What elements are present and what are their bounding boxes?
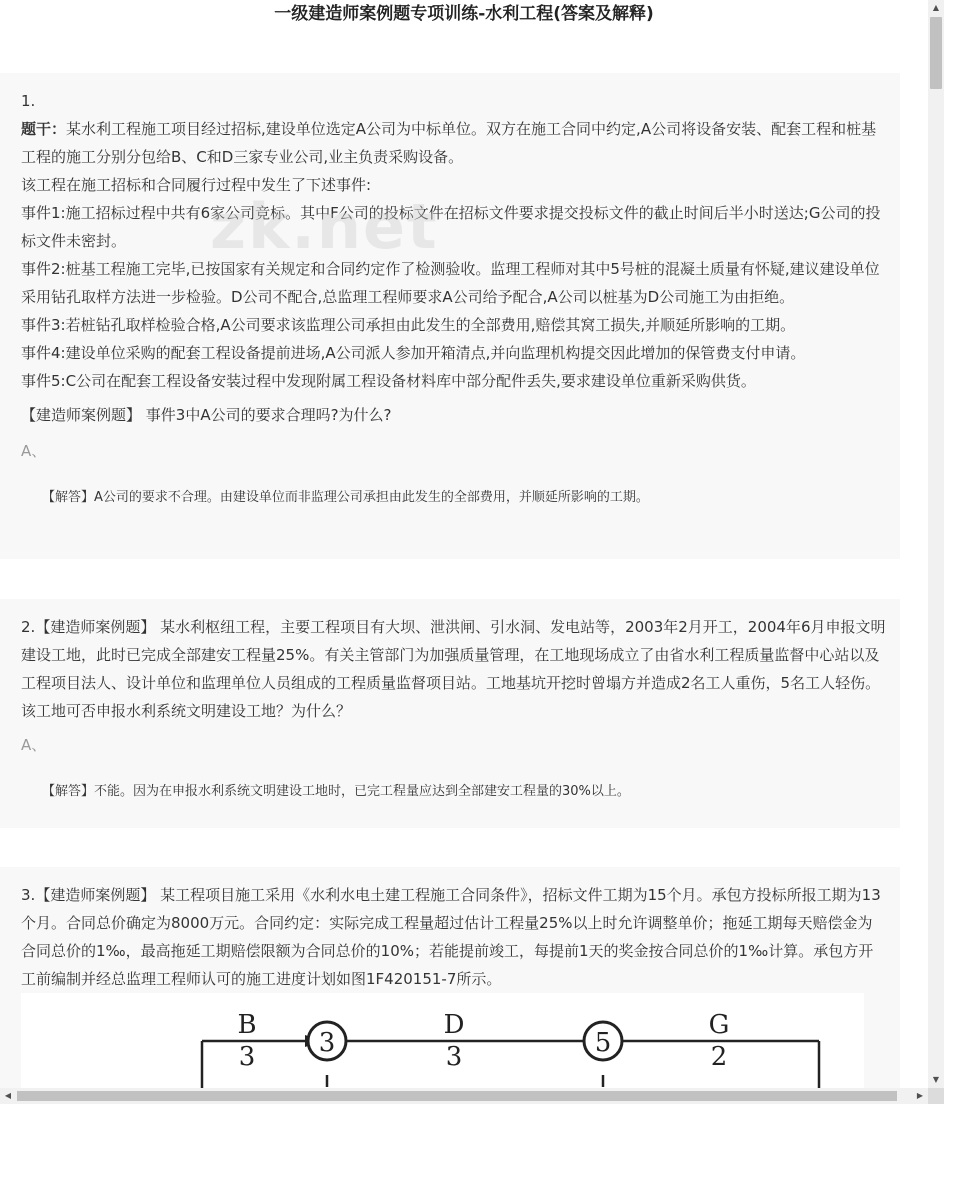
question-body: 【建造师案例题】 某水利枢纽工程，主要工程项目有大坝、泄洪闸、引水洞、发电站等，2003年2月开工，2004年6月申报文明建设工地，此时已完成全部建安工程量25%。有关主管部门为加强质量管理，在工地现场成立了由省水利工程质量监督中心站以及工程项目法人、设计单位和监理单位人员组成的工程质量监督项目站。工地基坑开挖时曾塌方并造成2名工人重伤，5名工人轻伤。该工地可否申报水利系统文明建设工地？为什么？: [21, 618, 886, 720]
answer-text: 【解答】不能。因为在申报水利系统文明建设工地时，已完工程量应达到全部建安工程量的30%以上。: [42, 784, 630, 799]
activity-name-g: G: [708, 1010, 730, 1040]
scroll-up-icon[interactable]: ▲: [932, 3, 940, 12]
scroll-down-icon[interactable]: ▼: [932, 1075, 940, 1084]
question-stem-1: [21, 115, 886, 171]
horizontal-scrollbar[interactable]: [0, 1088, 928, 1104]
question-card-1: [0, 73, 900, 559]
option-a[interactable]: A、: [21, 736, 47, 754]
vertical-scrollbar[interactable]: [928, 0, 944, 1088]
question-card-2: [0, 599, 900, 828]
node-label-5: 5: [594, 1028, 612, 1058]
stem-line: 事件1:施工招标过程中共有6家公司竞标。其中F公司的投标文件在招标文件要求提交投标文件的截止时间后半小时送达;G公司的投标文件未密封。: [21, 204, 881, 250]
question-number: 1.: [21, 92, 36, 110]
stem-label: 题干：: [21, 120, 67, 138]
node-label-3: 3: [318, 1028, 336, 1058]
answer-text: 【解答】A公司的要求不合理。由建设单位而非监理公司承担由此发生的全部费用，并顺延所影响的工期。: [42, 490, 649, 505]
activity-duration-d: 3: [445, 1042, 463, 1072]
question-number: 3.: [21, 886, 36, 904]
question-body: 【建造师案例题】 某工程项目施工采用《水利水电土建工程施工合同条件》，招标文件工期为15个月。承包方投标所报工期为13个月。合同总价确定为8000万元。合同约定：实际完成工程量超过估计工程量25%以上时允许调整单价；拖延工期每天赔偿金为合同总价的1‰，最高拖延工期赔偿限额为合同总价的10%；若能提前竣工，每提前1天的奖金按合同总价的1‰计算。承包方开工前编制并经总监理工程师认可的施工进度计划如图1F420151-7所示。: [21, 886, 881, 988]
activity-duration-b: 3: [238, 1042, 256, 1072]
network-diagram-svg: [21, 993, 864, 1088]
activity-duration-g: 2: [710, 1042, 728, 1072]
activity-name-b: B: [237, 1010, 257, 1040]
scroll-left-icon[interactable]: ◀: [4, 1091, 12, 1100]
stem-line: 事件4:建设单位采购的配套工程设备提前进场,A公司派人参加开箱清点,并向监理机构提交因此增加的保管费支付申请。: [21, 344, 806, 362]
scroll-right-icon[interactable]: ▶: [916, 1091, 924, 1100]
page-title: 一级建造师案例题专项训练-水利工程(答案及解释): [274, 4, 654, 24]
activity-name-d: D: [443, 1010, 465, 1040]
stem-line: 某水利工程施工项目经过招标,建设单位选定A公司为中标单位。双方在施工合同中约定,A公司将设备安装、配套工程和桩基工程的施工分别分包给B、C和D三家专业公司,业主负责采购设备。: [21, 120, 877, 166]
stem-line: 该工程在施工招标和合同履行过程中发生了下述事件:: [21, 176, 372, 194]
option-a[interactable]: A、: [21, 442, 47, 460]
scrollbar-corner: [928, 1088, 944, 1104]
stem-line: 事件5:C公司在配套工程设备安装过程中发现附属工程设备材料库中部分配件丢失,要求建设单位重新采购供货。: [21, 372, 756, 390]
horizontal-scroll-thumb[interactable]: [17, 1091, 897, 1101]
vertical-scroll-thumb[interactable]: [930, 17, 942, 89]
stem-line: 事件2:桩基工程施工完毕,已按国家有关规定和合同约定作了检测验收。监理工程师对其中5号桩的混凝土质量有怀疑,建议建设单位采用钻孔取样方法进一步检验。D公司不配合,总监理工程师要求A公司给予配合,A公司以桩基为D公司施工为由拒绝。: [21, 260, 880, 306]
schedule-network-diagram: [21, 993, 864, 1088]
stem-line: 事件3:若桩钻孔取样检验合格,A公司要求该监理公司承担由此发生的全部费用,赔偿其窝工损失,并顺延所影响的工期。: [21, 316, 796, 334]
question-text: [21, 881, 886, 993]
watermark: zk.net: [210, 190, 439, 263]
question-text: [21, 613, 886, 725]
question-text: 【建造师案例题】 事件3中A公司的要求合理吗?为什么?: [21, 406, 392, 424]
question-number: 2.: [21, 618, 36, 636]
